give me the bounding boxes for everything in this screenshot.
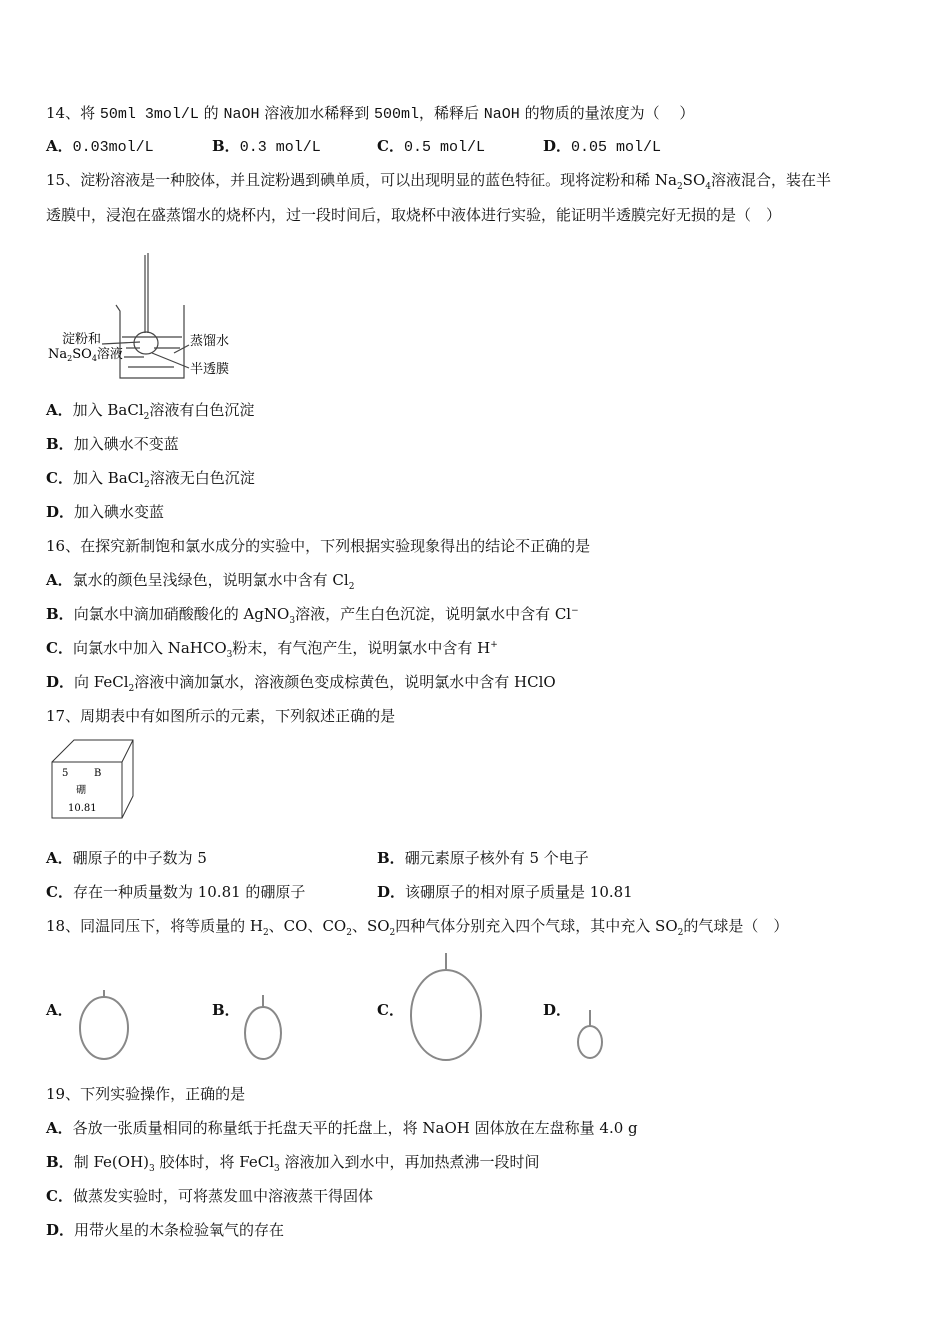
text-segment: 溶液有白色沉淀 bbox=[149, 401, 255, 419]
option-label: C． bbox=[46, 469, 73, 487]
line-q15-a bbox=[46, 400, 254, 420]
text-segment: 2 bbox=[143, 412, 150, 422]
text-segment: 2 bbox=[677, 928, 684, 938]
text-segment: 、SO bbox=[351, 917, 390, 935]
text-segment: 2 bbox=[143, 480, 150, 490]
text-segment: 用带火星的木条检验氧气的存在 bbox=[74, 1221, 285, 1239]
text-segment: 50ml 3mol/L bbox=[99, 106, 199, 123]
line-q15-c bbox=[46, 468, 255, 488]
label-membrane: 半透膜 bbox=[190, 362, 230, 377]
text-segment: 17、周期表中有如图所示的元素，下列叙述正确的是 bbox=[46, 707, 396, 725]
text-segment: 3 bbox=[289, 616, 296, 626]
text-segment: 做蒸发实验时，可将蒸发皿中溶液蒸干得固体 bbox=[72, 1187, 373, 1205]
text-segment: 各放一张质量相同的称量纸于托盘天平的托盘上，将 NaOH 固体放在左盘称量 4.0 g bbox=[72, 1119, 638, 1137]
line-q19-b bbox=[46, 1152, 540, 1172]
q17-option-b: B．硼元素原子核外有 5 个电子 bbox=[377, 849, 589, 867]
text-segment: 的气球是（ ） bbox=[683, 917, 789, 935]
line-q16-d bbox=[46, 672, 556, 692]
boron-element-cell bbox=[46, 736, 141, 822]
option-label: D． bbox=[46, 503, 75, 521]
text-segment: 的 bbox=[198, 104, 224, 122]
text-segment: 透膜中，浸泡在盛蒸馏水的烧杯内，过一段时间后，取烧杯中液体进行实验，能证明半透膜完好无损的是（ ） bbox=[46, 206, 782, 224]
text-segment: 3 bbox=[274, 1164, 280, 1174]
text-segment: 18、同温同压下，将等质量的 H bbox=[46, 917, 263, 935]
text-segment: ，稀释后 bbox=[419, 104, 484, 122]
text-segment: SO bbox=[682, 171, 706, 189]
line-q19 bbox=[46, 1084, 245, 1104]
text-segment: 2 bbox=[348, 582, 355, 592]
line-q16-c bbox=[46, 638, 498, 658]
text-segment: 14、将 bbox=[46, 104, 100, 122]
text-segment: 溶液，产生白色沉淀，说明氯水中含有 Cl bbox=[295, 605, 572, 623]
q14-option-b: B．0.3 mol/L bbox=[212, 137, 321, 156]
text-segment: 2 bbox=[676, 182, 683, 192]
line-q15-b bbox=[46, 434, 179, 454]
q17-option-d: D．该硼原子的相对原子质量是 10.81 bbox=[377, 883, 633, 901]
balloon-d bbox=[578, 1010, 602, 1058]
text-segment: 加入碘水不变蓝 bbox=[73, 435, 179, 453]
line-q17 bbox=[46, 706, 395, 726]
text-segment: 500ml bbox=[374, 106, 420, 123]
q18-option-a: A． bbox=[46, 1001, 73, 1019]
line-q18 bbox=[46, 916, 788, 936]
q14-option-a: A．0.03mol/L bbox=[46, 137, 154, 156]
balloon-c bbox=[411, 953, 481, 1060]
text-segment: 氯水的颜色呈浅绿色，说明氯水中含有 Cl bbox=[72, 571, 349, 589]
text-segment: 溶液中滴加氯水，溶液颜色变成棕黄色，说明氯水中含有 HClO bbox=[134, 673, 556, 691]
line-q16-a bbox=[46, 570, 354, 590]
text-segment: 加入碘水变蓝 bbox=[74, 503, 165, 521]
option-label: B． bbox=[46, 435, 74, 453]
q14-option-c: C．0.5 mol/L bbox=[377, 137, 485, 156]
element-symbol: B bbox=[94, 768, 102, 779]
label-na2so4-solution: $Na_2SO_4$溶液 bbox=[48, 347, 123, 363]
text-segment: 胶体时，将 FeCl bbox=[154, 1153, 275, 1171]
element-name: 硼 bbox=[76, 785, 86, 796]
text-segment: 15、淀粉溶液是一种胶体，并且淀粉遇到碘单质，可以出现明显的蓝色特征。现将淀粉和稀 Na bbox=[46, 171, 677, 189]
text-segment: 粉末，有气泡产生，说明氯水中含有 H bbox=[232, 639, 491, 657]
text-segment: 加入 BaCl bbox=[72, 469, 144, 487]
balloon-b bbox=[245, 995, 281, 1059]
q14-option-d: D．0.05 mol/L bbox=[543, 137, 662, 156]
atomic-mass: 10.81 bbox=[68, 803, 97, 814]
q17-option-a: A．硼原子的中子数为 5 bbox=[46, 849, 207, 867]
option-label: B． bbox=[46, 605, 74, 623]
atomic-number: 5 bbox=[62, 768, 69, 779]
text-segment: 2 bbox=[346, 928, 352, 938]
text-segment: + bbox=[490, 640, 498, 650]
option-label: A． bbox=[46, 1119, 73, 1137]
option-label: C． bbox=[46, 639, 73, 657]
beaker-diagram bbox=[44, 245, 244, 385]
line-q15-l1 bbox=[46, 170, 831, 190]
line-q14 bbox=[46, 103, 694, 125]
text-segment: 溶液加水稀释到 bbox=[259, 104, 374, 122]
text-segment: 2 bbox=[262, 928, 269, 938]
option-label: A． bbox=[46, 571, 73, 589]
text-segment: 2 bbox=[128, 684, 135, 694]
q18-option-d: D． bbox=[543, 1001, 572, 1019]
balloons-figure bbox=[0, 940, 950, 1070]
text-segment: 溶液混合，装在半 bbox=[710, 171, 831, 189]
text-segment: 溶液加入到水中，再加热煮沸一段时间 bbox=[279, 1153, 540, 1171]
q17-option-c: C．存在一种质量数为 10.81 的硼原子 bbox=[46, 883, 306, 901]
line-q15-d bbox=[46, 502, 164, 522]
text-segment: 16、在探究新制饱和氯水成分的实验中，下列根据实验现象得出的结论不正确的是 bbox=[46, 537, 591, 555]
text-segment: 2 bbox=[389, 928, 396, 938]
text-segment: 、CO、CO bbox=[268, 917, 347, 935]
line-q16 bbox=[46, 536, 590, 556]
text-segment: 3 bbox=[149, 1164, 155, 1174]
text-segment: − bbox=[571, 606, 579, 616]
option-label: B． bbox=[46, 1153, 74, 1171]
line-q19-d bbox=[46, 1220, 284, 1240]
option-label: A． bbox=[46, 401, 73, 419]
q18-option-b: B． bbox=[212, 1001, 240, 1019]
option-label: D． bbox=[46, 1221, 75, 1239]
line-q16-b bbox=[46, 604, 579, 624]
text-segment: 的物质的量浓度为（ ） bbox=[519, 104, 695, 122]
text-segment: 四种气体分别充入四个气球，其中充入 SO bbox=[395, 917, 678, 935]
text-segment: 3 bbox=[226, 650, 233, 660]
label-starch: 淀粉和 bbox=[62, 332, 102, 347]
label-distilled-water: 蒸馏水 bbox=[190, 334, 230, 349]
text-segment: 溶液无白色沉淀 bbox=[149, 469, 255, 487]
text-segment: 向氯水中滴加硝酸酸化的 AgNO bbox=[73, 605, 290, 623]
text-segment: 加入 BaCl bbox=[72, 401, 144, 419]
line-q19-a bbox=[46, 1118, 638, 1138]
line-q19-c bbox=[46, 1186, 373, 1206]
q18-option-c: C． bbox=[377, 1001, 404, 1019]
text-segment: 19、下列实验操作，正确的是 bbox=[46, 1085, 246, 1103]
balloon-a bbox=[80, 990, 128, 1059]
option-label: D． bbox=[46, 673, 75, 691]
text-segment: 向氯水中加入 NaHCO bbox=[72, 639, 227, 657]
text-segment: NaOH bbox=[483, 106, 520, 123]
text-segment: 向 FeCl bbox=[74, 673, 129, 691]
text-segment: NaOH bbox=[223, 106, 260, 123]
text-segment: 制 Fe(OH) bbox=[73, 1153, 150, 1171]
text-segment: 4 bbox=[705, 182, 711, 192]
line-q15-l2 bbox=[46, 205, 781, 225]
option-label: C． bbox=[46, 1187, 73, 1205]
